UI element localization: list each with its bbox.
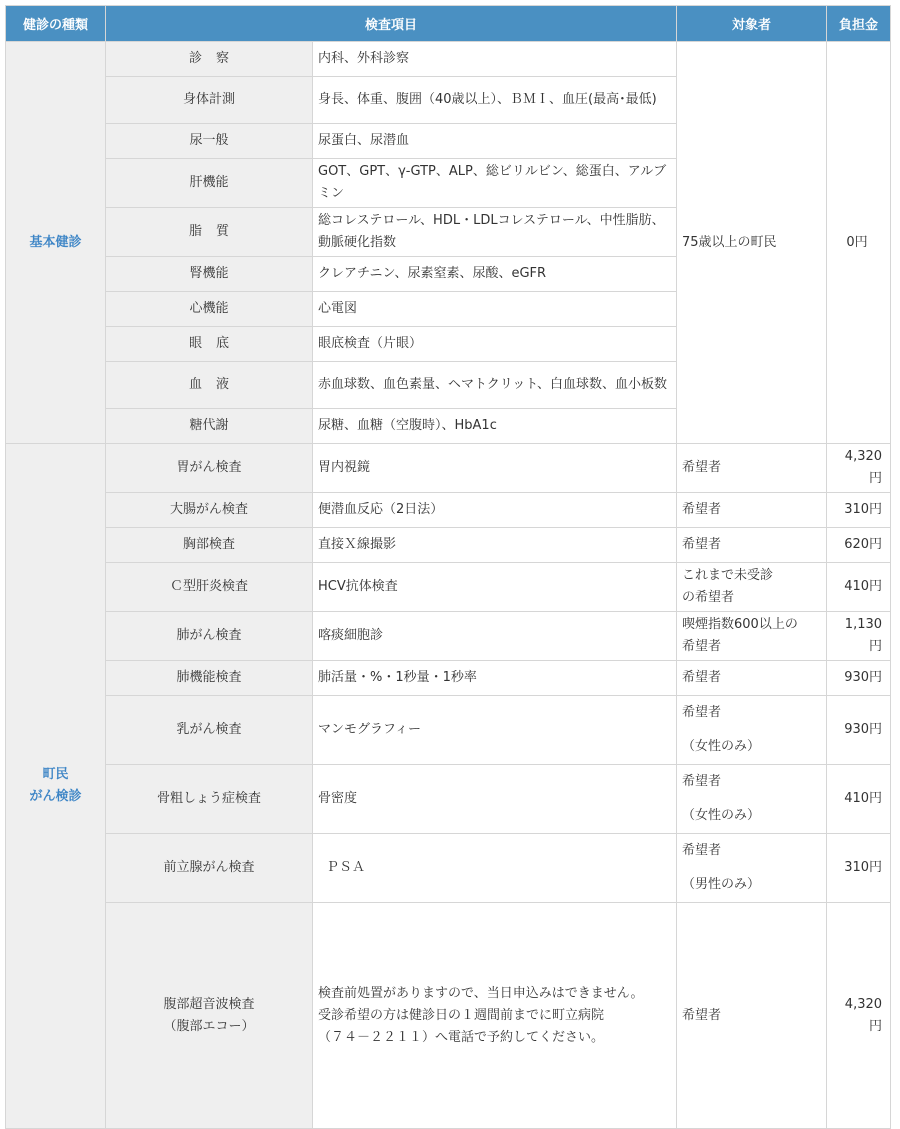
table-row [6,661,891,696]
item-detail: 検査前処置がありますので、当日申込みはできません。 受診希望の方は健診日の１週間前までに町立病院 （７４－２２１１）へ電話で予約してください。 [313,903,677,1129]
item-name: 肝機能 [106,159,313,208]
header-row [6,6,891,42]
table-row [6,42,891,77]
item-target: 希望者 （女性のみ） [677,765,827,834]
table-row [6,834,891,903]
basic-fee: 0円 [827,42,891,444]
item-target: 希望者 [677,903,827,1129]
item-target: これまで未受診 の希望者 [677,563,827,612]
item-fee: 930円 [827,696,891,765]
item-detail: HCV抗体検査 [313,563,677,612]
item-name: 大腸がん検査 [106,493,313,528]
item-name: 尿一般 [106,124,313,159]
checkup-table [5,5,891,1129]
table-row [6,612,891,661]
item-detail: ＰＳＡ [313,834,677,903]
table-row [6,765,891,834]
item-target: 希望者 （男性のみ） [677,834,827,903]
item-detail: 内科、外科診察 [313,42,677,77]
item-fee: 410円 [827,563,891,612]
item-detail: GOT、GPT、γ-GTP、ALP、総ビリルビン、総蛋白、アルブミン [313,159,677,208]
item-name: 眼底 [106,327,313,362]
table-row [6,444,891,493]
item-name: 前立腺がん検査 [106,834,313,903]
item-detail: 身長、体重、腹囲（40歳以上）、ＢＭＩ、血圧(最高･最低) [313,77,677,124]
item-name: 心機能 [106,292,313,327]
item-fee: 4,320円 [827,444,891,493]
header-category: 健診の種類 [6,6,106,42]
item-detail: マンモグラフィー [313,696,677,765]
item-name: Ｃ型肝炎検査 [106,563,313,612]
item-name: 骨粗しょう症検査 [106,765,313,834]
item-name: 肺機能検査 [106,661,313,696]
item-detail: 肺活量・%・1秒量・1秒率 [313,661,677,696]
table-row [6,493,891,528]
item-detail: 尿蛋白、尿潜血 [313,124,677,159]
item-fee: 4,320円 [827,903,891,1129]
item-name: 胃がん検査 [106,444,313,493]
table-row [6,696,891,765]
item-target: 希望者 [677,444,827,493]
item-fee: 410円 [827,765,891,834]
table-row [6,903,891,1129]
item-target: 希望者 [677,661,827,696]
item-fee: 310円 [827,493,891,528]
item-target: 喫煙指数600以上の 希望者 [677,612,827,661]
item-name: 脂質 [106,208,313,257]
item-detail: 喀痰細胞診 [313,612,677,661]
item-target: 希望者 [677,493,827,528]
item-fee: 1,130円 [827,612,891,661]
header-target: 対象者 [677,6,827,42]
item-fee: 310円 [827,834,891,903]
item-name: 腎機能 [106,257,313,292]
item-fee: 620円 [827,528,891,563]
item-name: 乳がん検査 [106,696,313,765]
item-name: 診察 [106,42,313,77]
item-detail: 赤血球数、血色素量、ヘマトクリット、白血球数、血小板数 [313,362,677,409]
item-target: 希望者 （女性のみ） [677,696,827,765]
item-name: 胸部検査 [106,528,313,563]
table-row [6,528,891,563]
basic-target: 75歳以上の町民 [677,42,827,444]
item-detail: 便潜血反応（2日法） [313,493,677,528]
item-detail: 直接Ｘ線撮影 [313,528,677,563]
item-detail: 眼底検査（片眼） [313,327,677,362]
table-row [6,563,891,612]
item-name: 糖代謝 [106,409,313,444]
item-detail: 胃内視鏡 [313,444,677,493]
item-detail: 尿糖、血糖（空腹時）、HbA1c [313,409,677,444]
item-name: 腹部超音波検査 （腹部エコー） [106,903,313,1129]
item-name: 肺がん検査 [106,612,313,661]
item-name: 身体計測 [106,77,313,124]
header-fee: 負担金 [827,6,891,42]
item-detail: 心電図 [313,292,677,327]
item-name: 血液 [106,362,313,409]
item-detail: 骨密度 [313,765,677,834]
item-fee: 930円 [827,661,891,696]
header-item: 検査項目 [106,6,677,42]
item-target: 希望者 [677,528,827,563]
item-detail: クレアチニン、尿素窒素、尿酸、eGFR [313,257,677,292]
category-cancer: 町民 がん検診 [6,444,106,1129]
item-detail: 総コレステロール、HDL・LDLコレステロール、中性脂肪、動脈硬化指数 [313,208,677,257]
category-basic: 基本健診 [6,42,106,444]
